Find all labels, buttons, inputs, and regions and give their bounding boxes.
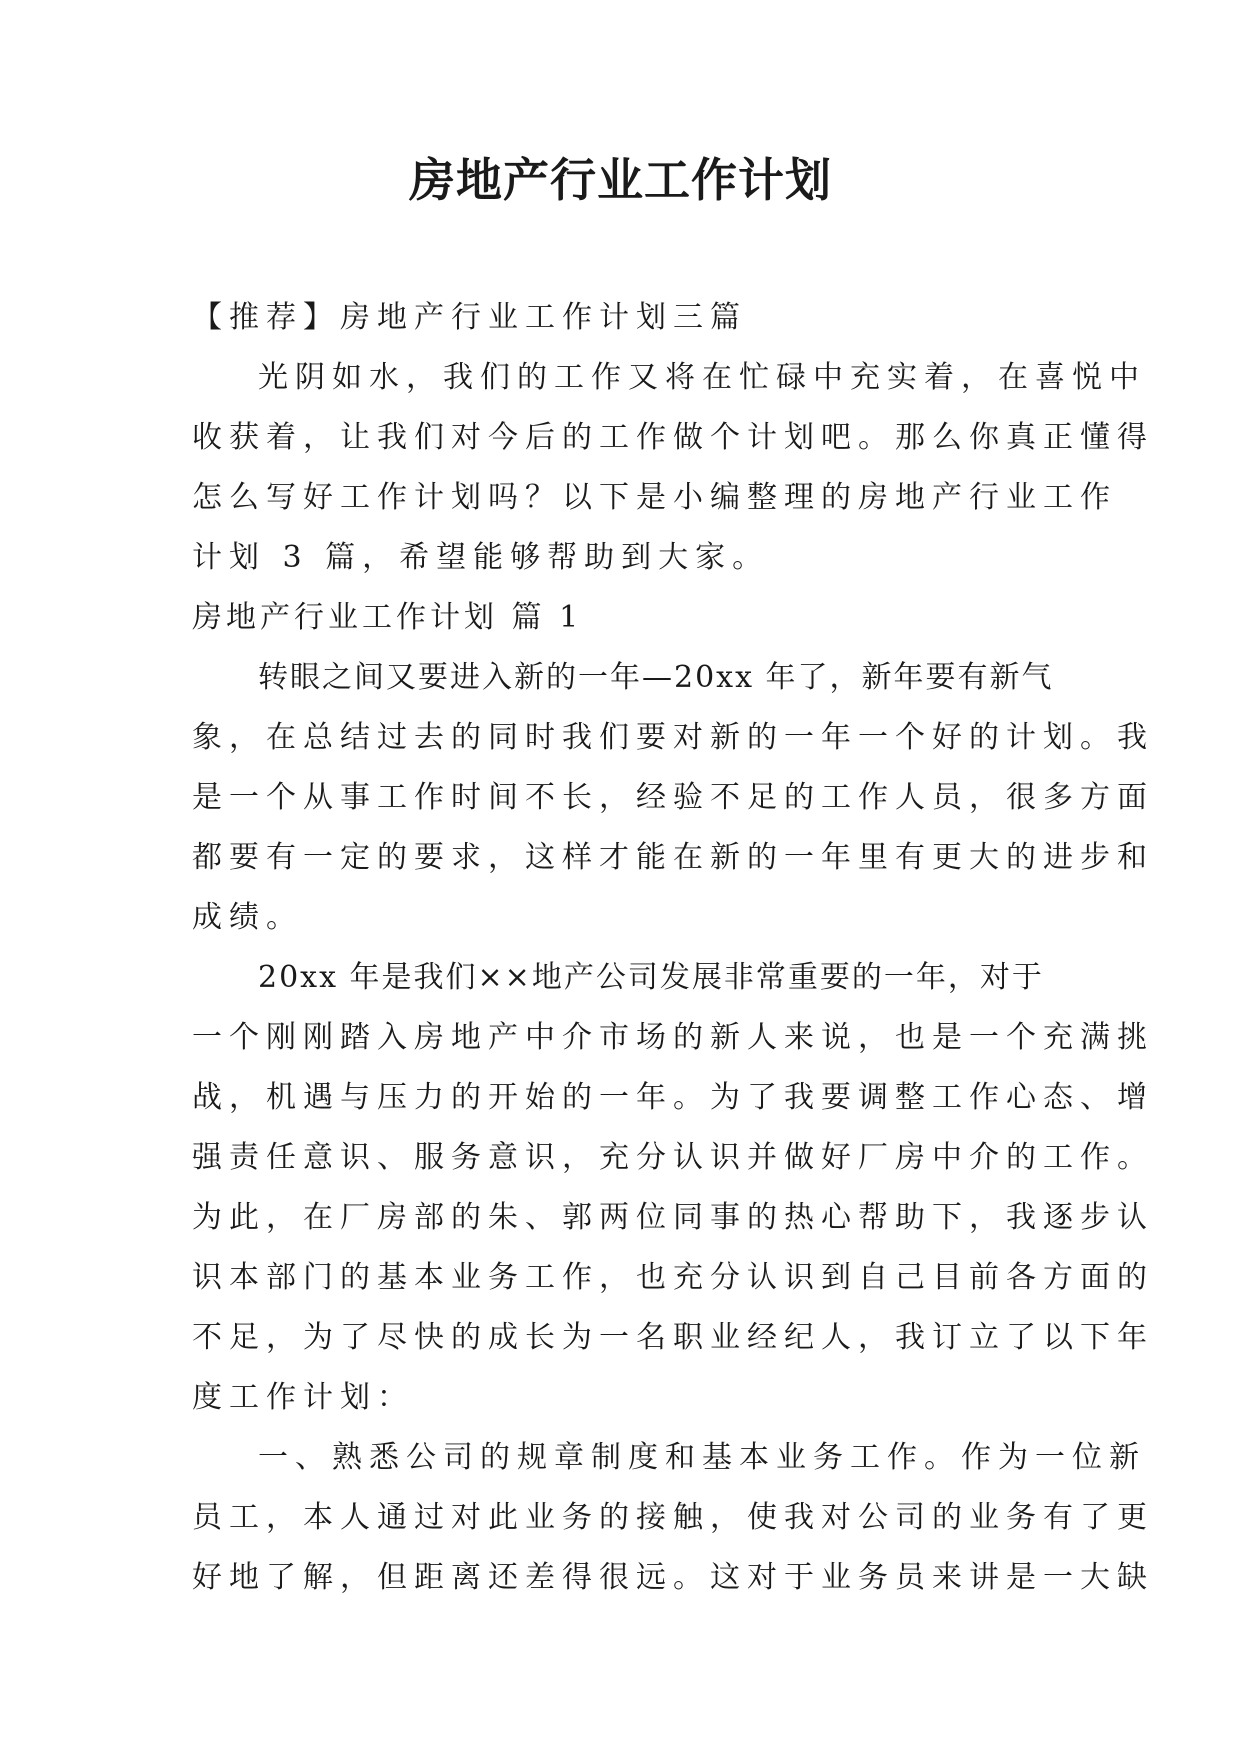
paragraph-line: 怎么写好工作计划吗？以下是小编整理的房地产行业工作 <box>192 480 1117 515</box>
paragraph-line: 光阴如水，我们的工作又将在忙碌中充实着，在喜悦中 <box>258 360 1146 395</box>
paragraph-line: 员工，本人通过对此业务的接触，使我对公司的业务有了更 <box>192 1500 1154 1535</box>
paragraph-line: 不足，为了尽快的成长为一名职业经纪人，我订立了以下年 <box>192 1320 1154 1355</box>
paragraph-line: 是一个从事工作时间不长，经验不足的工作人员，很多方面 <box>192 780 1154 815</box>
paragraph-line: 转眼之间又要进入新的一年—20xx 年了，新年要有新气 <box>258 660 1054 695</box>
paragraph-line: 好地了解，但距离还差得很远。这对于业务员来讲是一大缺 <box>192 1560 1154 1595</box>
recommend-line: 【推荐】房地产行业工作计划三篇 <box>192 300 747 335</box>
paragraph-line: 收获着，让我们对今后的工作做个计划吧。那么你真正懂得 <box>192 420 1154 455</box>
section-heading: 房地产行业工作计划 篇 1 <box>192 600 583 635</box>
paragraph-line: 成绩。 <box>192 900 303 935</box>
paragraph-line: 识本部门的基本业务工作，也充分认识到自己目前各方面的 <box>192 1260 1154 1295</box>
paragraph-line: 强责任意识、服务意识，充分认识并做好厂房中介的工作。 <box>192 1140 1154 1175</box>
paragraph-line: 为此，在厂房部的朱、郭两位同事的热心帮助下，我逐步认 <box>192 1200 1154 1235</box>
paragraph-line: 战，机遇与压力的开始的一年。为了我要调整工作心态、增 <box>192 1080 1154 1115</box>
paragraph-line: 象，在总结过去的同时我们要对新的一年一个好的计划。我 <box>192 720 1154 755</box>
paragraph-line: 计划 3 篇，希望能够帮助到大家。 <box>192 540 770 575</box>
paragraph-line: 度工作计划： <box>192 1380 414 1415</box>
paragraph-line: 一个刚刚踏入房地产中介市场的新人来说，也是一个充满挑 <box>192 1020 1154 1055</box>
paragraph-line: 一、熟悉公司的规章制度和基本业务工作。作为一位新 <box>258 1440 1146 1475</box>
paragraph-line: 20xx 年是我们××地产公司发展非常重要的一年，对于 <box>258 960 1044 995</box>
document-title: 房地产行业工作计划 <box>409 153 832 207</box>
document-body <box>192 288 1154 1608</box>
paragraph-line: 都要有一定的要求，这样才能在新的一年里有更大的进步和 <box>192 840 1154 875</box>
